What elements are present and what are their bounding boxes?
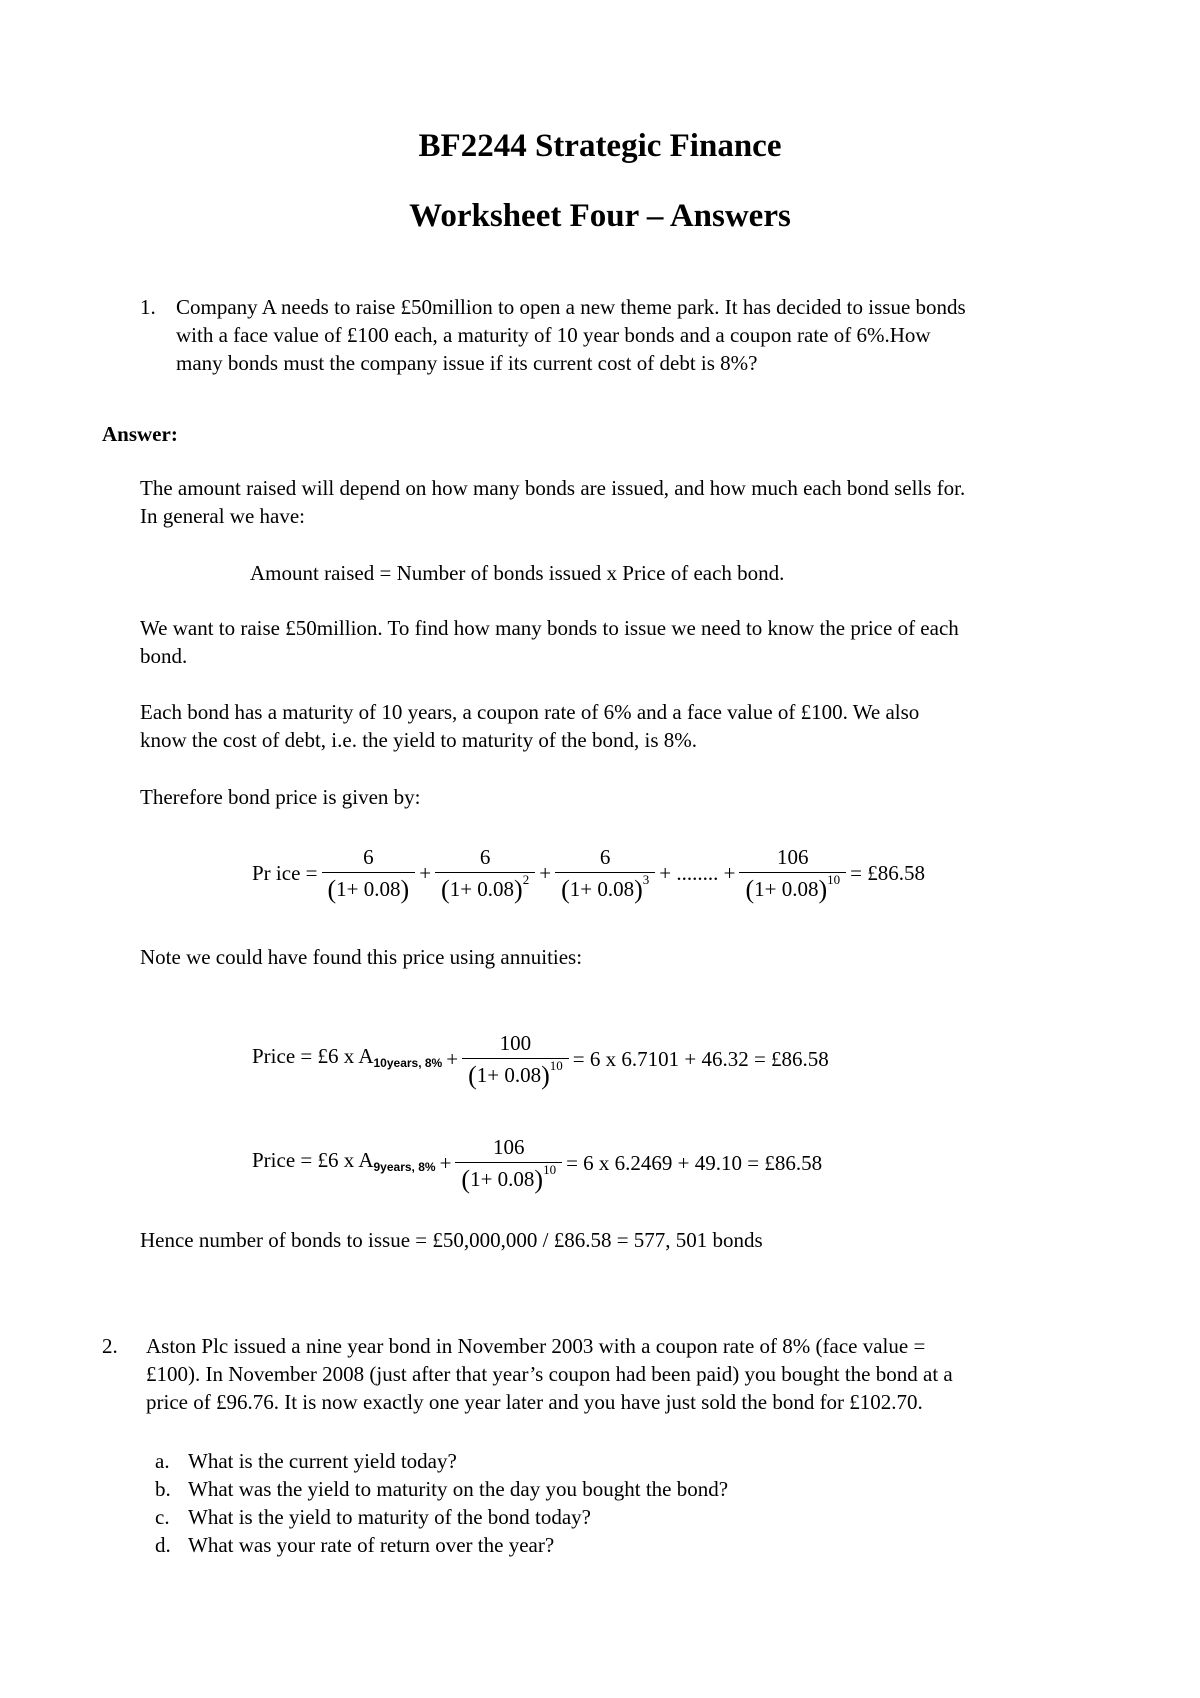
denominator-base: 1+ 0.08 (754, 876, 819, 901)
list-item-text: What was your rate of return over the year? (188, 1533, 555, 1557)
plus-sign: + (419, 861, 432, 885)
answer-line: Each bond has a maturity of 10 years, a coupon rate of 6% and a face value of £100. We also (140, 700, 920, 724)
question-2-number: 2. (102, 1334, 118, 1358)
list-item-label: c. (155, 1505, 170, 1529)
question-1-number: 1. (140, 295, 156, 319)
list-item-text: What is the current yield today? (188, 1449, 457, 1473)
formula-rhs: = 6 x 6.7101 + 46.32 = £86.58 (572, 1047, 829, 1071)
fraction-term (462, 1030, 569, 1089)
answer-paragraph: Therefore bond price is given by: (140, 785, 421, 809)
answer-line: We want to raise £50million. To find how many bonds to issue we need to know the price of each (140, 616, 959, 640)
fraction-term (455, 1134, 562, 1193)
amount-raised-equation: Amount raised = Number of bonds issued x Price of each bond. (250, 561, 785, 585)
fraction-numerator: 100 (499, 1030, 532, 1055)
question-2-line: price of £96.76. It is now exactly one year later and you have just sold the bond for £102.70. (146, 1390, 923, 1414)
formula-lhs: Pr ice = (252, 861, 318, 885)
fraction-denominator: (1+ 0.08) (322, 872, 416, 903)
exponent: 2 (522, 871, 530, 887)
annuity-formula-9-years (250, 1128, 824, 1198)
fraction-denominator: $(1+ 0.08)^3$ (555, 872, 655, 903)
question-1-text (176, 293, 1111, 377)
answer-line: know the cost of debt, i.e. the yield to maturity of the bond, is 8%. (140, 728, 697, 752)
denominator-base: 1+ 0.08 (336, 876, 401, 901)
list-item-label: b. (155, 1477, 171, 1501)
question-1-line: with a face value of £100 each, a maturity of 10 year bonds and a coupon rate of 6%.How (176, 323, 931, 347)
list-item-label: d. (155, 1533, 171, 1557)
denominator-base: 1+ 0.08 (449, 876, 515, 901)
plus-sign: + (539, 861, 552, 885)
plus-sign: + (446, 1047, 459, 1071)
exponent: 3 (642, 871, 650, 887)
list-item-text: What was the yield to maturity on the day you bought the bond? (188, 1477, 729, 1501)
answer-heading: Answer: (102, 422, 178, 446)
exponent: 10 (827, 871, 841, 887)
formula-lhs (252, 1146, 436, 1181)
bond-price-formula (250, 838, 927, 908)
fraction-numerator: 6 (599, 844, 611, 869)
denominator-base: 1+ 0.08 (470, 1166, 535, 1191)
answer-line: The amount raised will depend on how many bonds are issued, and how much each bond sells for. (140, 476, 966, 500)
formula-result: = £86.58 (850, 861, 925, 885)
answer-paragraph (140, 698, 919, 754)
fraction-term-1 (322, 844, 416, 903)
fraction-numerator: 106 (777, 844, 809, 869)
question-2-line: Aston Plc issued a nine year bond in November 2003 with a coupon rate of 8% (face value = (146, 1334, 926, 1358)
course-title: BF2244 Strategic Finance (418, 128, 782, 164)
formula-lhs (252, 1042, 442, 1077)
fraction-denominator: $(1+ 0.08)^{10}$ (462, 1058, 569, 1089)
answer-line: bond. (140, 644, 188, 668)
formula-lhs-text: Price = £6 x A (252, 1043, 374, 1068)
fraction-term-3 (555, 844, 655, 903)
list-item-text: What is the yield to maturity of the bond today? (188, 1505, 591, 1529)
answer-conclusion: Hence number of bonds to issue = £50,000,000 / £86.58 = 577, 501 bonds (140, 1228, 763, 1252)
annuity-subscript: 9years, 8% (373, 1159, 436, 1174)
fraction-numerator: 6 (479, 844, 491, 869)
fraction-term-2 (435, 844, 535, 903)
answer-paragraph (140, 614, 959, 670)
formula-rhs: = 6 x 6.2469 + 49.10 = £86.58 (566, 1151, 823, 1175)
fraction-denominator: $(1+ 0.08)^{10}$ (455, 1162, 562, 1193)
ellipsis-terms: + ........ + (659, 861, 736, 885)
list-item-label: a. (155, 1449, 170, 1473)
fraction-denominator: $(1+ 0.08)^{10}$ (739, 872, 846, 903)
worksheet-title: Worksheet Four – Answers (409, 198, 791, 234)
question-2-text (146, 1332, 1106, 1416)
plus-sign: + (439, 1151, 452, 1175)
answer-paragraph: Note we could have found this price using annuities: (140, 945, 583, 969)
fraction-numerator: 106 (493, 1134, 525, 1159)
exponent: 10 (549, 1057, 563, 1073)
answer-line: In general we have: (140, 504, 305, 528)
denominator-base: 1+ 0.08 (476, 1062, 542, 1087)
fraction-denominator: $(1+ 0.08)^2$ (435, 872, 535, 903)
question-1-line: Company A needs to raise £50million to open a new theme park. It has decided to issue bonds (176, 295, 966, 319)
formula-lhs-text: Price = £6 x A (252, 1147, 374, 1172)
annuity-subscript: 10years, 8% (373, 1055, 443, 1070)
answer-paragraph (140, 474, 965, 530)
question-2-line: £100). In November 2008 (just after that year’s coupon had been paid) you bought the bond at a (146, 1362, 953, 1386)
question-1-line: many bonds must the company issue if its current cost of debt is 8%? (176, 351, 758, 375)
fraction-numerator: 6 (363, 844, 374, 869)
denominator-base: 1+ 0.08 (569, 876, 635, 901)
fraction-term-10 (739, 844, 846, 903)
annuity-formula-10-years (250, 1024, 831, 1094)
exponent: 10 (543, 1161, 557, 1177)
